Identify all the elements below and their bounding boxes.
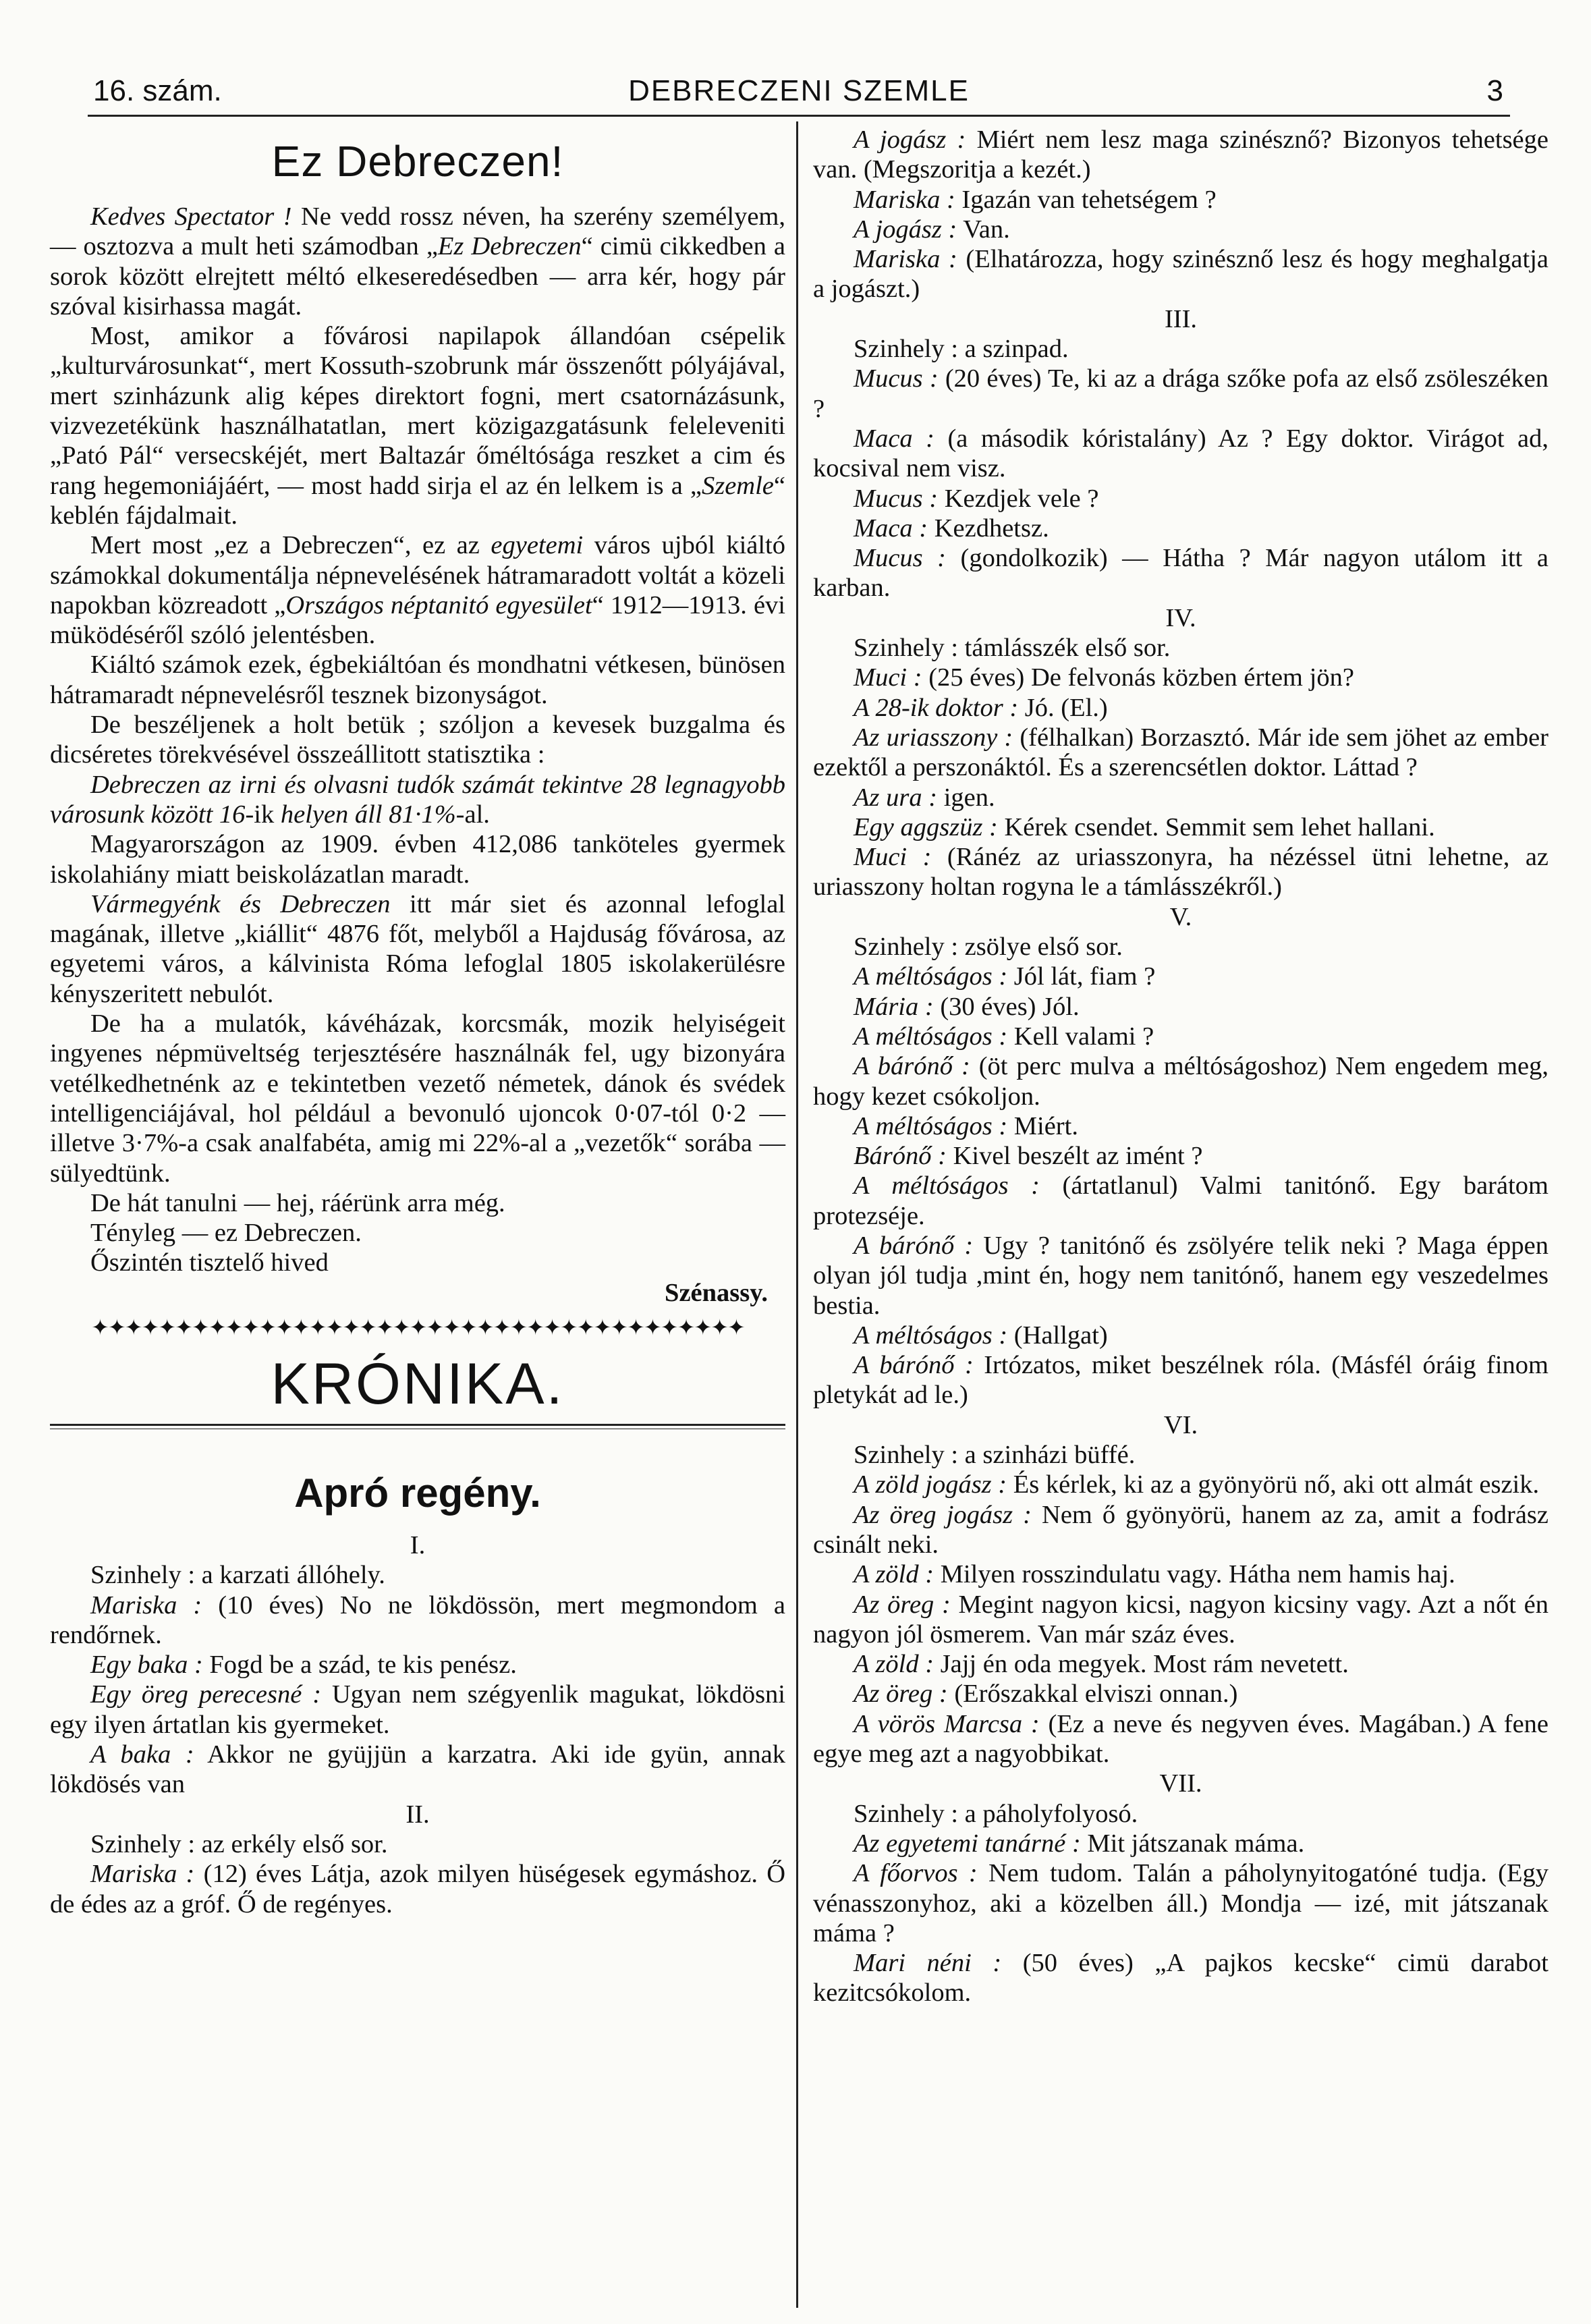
scene-line: Muci : (Ránéz az uriasszonyra, ha nézéssel ütni lehetne, az uriasszony holtan rogyna le a támlásszékről.)	[813, 843, 1548, 902]
scene-line: Mariska : (10 éves) No ne lökdössön, mert megmondom a rendőrnek.	[50, 1590, 785, 1649]
scene-line: A főorvos : Nem tudom. Talán a páholynyitogatóné tudja. (Egy vénasszonyhoz, aki a közelben áll.) Mondja — izé, mit játszanak máma ?	[813, 1859, 1548, 1947]
scene-number: I.	[410, 1530, 426, 1559]
paragraph: Most, amikor a fővárosi napilapok állandóan csépelik „kulturvárosunkat“, mert Kossuth-szobrunk már összenőtt pólyájával, mert szinházunk alig képes direktort fogni, mert csatornázásunk, vizvezetékünk használhatatlan, mert közigazgatásunk feleleveniti „Pató Pál“ versecskéjét, mert Baltazár őméltósága reszket a cim és rang hegemoniájáért, — most hadd sirja el az én lelkem is a „Szemle“ keblén fájdalmait.	[50, 322, 785, 530]
scene-number: V.	[1169, 902, 1192, 931]
scene-line: Szinhely : a páholyfolyosó.	[854, 1799, 1138, 1828]
article-title: Ez Debreczen!	[271, 137, 564, 186]
paragraph: Magyarországon az 1909. évben 412,086 tanköteles gyermek iskolahiány miatt beiskolázatlan maradt.	[50, 830, 785, 889]
page-header	[88, 67, 1510, 117]
scene-line: Szinhely : a szinházi büffé.	[854, 1441, 1136, 1470]
scene-number: IV.	[1165, 603, 1196, 632]
paragraph: De hát tanulni — hej, ráérünk arra még.	[90, 1188, 505, 1217]
scene-number: VII.	[1159, 1769, 1202, 1798]
scene-line: A méltóságos : (ártatlanul) Valmi tanitónő. Egy barátom protezséje.	[813, 1171, 1548, 1230]
scene-line: Mucus : Kezdjek vele ?	[854, 484, 1099, 513]
scene-line: Szinhely : zsölye első sor.	[854, 933, 1123, 962]
scene-line: Mariska : (12) éves Látja, azok milyen hüségesek egymáshoz. Ő de édes az a gróf. Ő de regényes.	[50, 1860, 785, 1918]
column-divider	[796, 121, 798, 2308]
scene-line: Egy öreg perecesné : Ugyan nem szégyenlik magukat, lökdösni egy ilyen ártatlan kis gyermeket.	[50, 1680, 786, 1739]
scene-line: Maca : (a második kóristalány) Az ? Egy doktor. Virágot ad, kocsival nem visz.	[813, 424, 1549, 483]
scene-line: Az egyetemi tanárné : Mit játszanak máma.	[854, 1829, 1305, 1858]
scene-line: Szinhely : támlásszék első sor.	[854, 634, 1171, 663]
scene-line: A 28-ik doktor : Jó. (El.)	[854, 693, 1108, 722]
scene-line: A bárónő : (öt perc mulva a méltóságoshoz) Nem engedem meg, hogy kezet csókoljon.	[813, 1052, 1548, 1111]
page-number: 3	[1486, 74, 1503, 107]
double-rule	[50, 1424, 785, 1429]
paragraph: Őszintén tisztelő hived	[90, 1248, 329, 1277]
paragraph: De ha a mulatók, kávéházak, korcsmák, mozik helyiségeit ingyenes népmüveltség terjesztésére használnák fel, ugy bizonyára vetélkedhetnénk az e tekintetben vezető németek, dánok és svédek intelligenciájával, hol például a bevonuló ujoncok 0·07-tól 0·2 — illetve 3·7%-a csak analfabéta, amig mi 22%-al a „vezetők“ sorába — sülyedtünk.	[50, 1009, 785, 1188]
scene-line: A bárónő : Irtózatos, miket beszélnek róla. (Másfél óráig finom pletykát ad le.)	[813, 1351, 1548, 1410]
scene-line: A jogász : Van.	[854, 215, 1010, 244]
journal-title: DEBRECZENI SZEMLE	[628, 74, 970, 107]
ornament-divider: ✦✦✦✦✦✦✦✦✦✦✦✦✦✦✦✦✦✦✦✦✦✦✦✦✦✦✦✦✦✦✦✦✦✦✦✦✦✦✦	[91, 1314, 744, 1340]
scene-line: A bárónő : Ugy ? tanitónő és zsölyére telik neki ? Maga éppen olyan jól tudja ,mint én, hogy nem tanitónő, hanem egy veszedelmes bestia.	[813, 1231, 1548, 1320]
scene-line: Szinhely : a karzati állóhely.	[90, 1561, 385, 1590]
scene-line: A jogász : Miért nem lesz maga szinésznő? Bizonyos tehetsége van. (Megszoritja a kezét.)	[813, 126, 1548, 184]
left-column	[50, 125, 785, 1919]
paragraph: Kiáltó számok ezek, égbekiáltóan és mondhatni vétkesen, bünösen hátramaradt népnevelésről tesznek bizonyságot.	[50, 651, 785, 709]
story-title: Apró regény.	[294, 1470, 541, 1516]
scene-line: Mucus : (20 éves) Te, ki az a drága szőke pofa az első zsöleszéken ?	[813, 364, 1548, 423]
scene-line: A méltóságos : (Hallgat)	[854, 1321, 1108, 1350]
scene-line: A baka : Akkor ne gyüjjün a karzatra. Aki ide gyün, annak lökdösés van	[50, 1740, 785, 1799]
paragraph: Kedves Spectator ! Ne vedd rossz néven, ha szerény személyem, — osztozva a mult heti számodban „Ez Debreczen“ cimü cikkedben a sorok között elrejtett méltó elkeseredésedben — arra kér, hogy pár szóval kisirhassa magát.	[50, 202, 785, 321]
scene-line: Szinhely : a szinpad.	[854, 335, 1069, 364]
scene-line: Egy aggszüz : Kérek csendet. Semmit sem lehet hallani.	[854, 812, 1435, 841]
scene-line: Az ura : igen.	[854, 783, 995, 812]
scene-line: Mária : (30 éves) Jól.	[854, 992, 1080, 1021]
section-title-kronika: KRÓNIKA.	[271, 1351, 565, 1416]
scene-line: A zöld jogász : És kérlek, ki az a gyönyörü nő, aki ott almát eszik.	[854, 1470, 1540, 1499]
scene-line: Mari néni : (50 éves) „A pajkos kecske“ cimü darabot kezitcsókolom.	[813, 1949, 1548, 2008]
scene-line: A zöld : Jajj én oda megyek. Most rám nevetett.	[854, 1650, 1349, 1679]
scene-line: Bárónő : Kivel beszélt az imént ?	[854, 1142, 1203, 1171]
scene-line: A vörös Marcsa : (Ez a neve és negyven éves. Magában.) A fene egye meg azt a nagyobbikat.	[813, 1709, 1548, 1769]
scene-line: Az öreg : (Erőszakkal elviszi onnan.)	[854, 1680, 1238, 1709]
scene-line: Szinhely : az erkély első sor.	[90, 1829, 388, 1858]
issue-number: 16. szám.	[93, 74, 222, 107]
author-signature: Szénassy.	[665, 1278, 768, 1307]
scene-line: Muci : (25 éves) De felvonás közben értem jön?	[854, 663, 1354, 692]
right-column	[813, 125, 1548, 2008]
scene-line: Egy baka : Fogd be a szád, te kis penész.	[90, 1651, 517, 1680]
scene-number: II.	[406, 1800, 430, 1829]
scene-line: A méltóságos : Kell valami ?	[854, 1022, 1154, 1051]
scene-number: VI.	[1163, 1410, 1198, 1439]
scene-line: Az öreg : Megint nagyon kicsi, nagyon kicsiny vagy. Azt a nőt én nagyon jól ösmerem. Van már száz éves.	[813, 1590, 1548, 1649]
scene-line: Maca : Kezdhetsz.	[854, 514, 1049, 543]
scene-line: Mariska : (Elhatározza, hogy szinésznő lesz és hogy meghalgatja a jogászt.)	[813, 245, 1548, 304]
scene-line: Az uriasszony : (félhalkan) Borzasztó. Már ide sem jöhet az ember ezektől a perszonáktól. És a szerencsétlen doktor. Láttad ?	[813, 723, 1548, 782]
scene-line: Mariska : Igazán van tehetségem ?	[854, 185, 1217, 214]
paragraph: Mert most „ez a Debreczen“, ez az egyetemi város ujból kiáltó számokkal dokumentálja népnevelésének hátramaradott voltát a közeli napokban közreadott „Országos néptanitó egyesület“ 1912—1913. évi müködéséről szóló jelentésben.	[50, 531, 786, 650]
scene-line: Mucus : (gondolkozik) — Hátha ? Már nagyon utálom itt a karban.	[813, 544, 1548, 603]
paragraph: Vármegyénk és Debreczen itt már siet és azonnal lefoglal magának, illetve „kiállit“ 4876 főt, melyből a Hajduság fővárosa, az egyetemi város, a kálvinista Róma lefoglal 1805 iskolakerülésre kényszeritett nebulót.	[50, 889, 785, 1008]
scene-line: A méltóságos : Jól lát, fiam ?	[854, 962, 1156, 991]
scene-number: III.	[1164, 304, 1198, 333]
scene-line: Az öreg jogász : Nem ő gyönyörü, hanem az za, amit a fodrász csinált neki.	[813, 1500, 1549, 1559]
paragraph: Tényleg — ez Debreczen.	[90, 1219, 362, 1248]
paragraph: De beszéljenek a holt betük ; szóljon a kevesek buzgalma és dicséretes törekvésével összeállitott statisztika :	[50, 711, 785, 769]
scene-line: A méltóságos : Miért.	[854, 1111, 1078, 1140]
scene-line: A zöld : Milyen rosszindulatu vagy. Hátha nem hamis haj.	[854, 1560, 1455, 1589]
statistic-paragraph: Debreczen az irni és olvasni tudók számát tekintve 28 legnagyobb városunk között 16-ik helyen áll 81·1%-al.	[50, 770, 785, 829]
